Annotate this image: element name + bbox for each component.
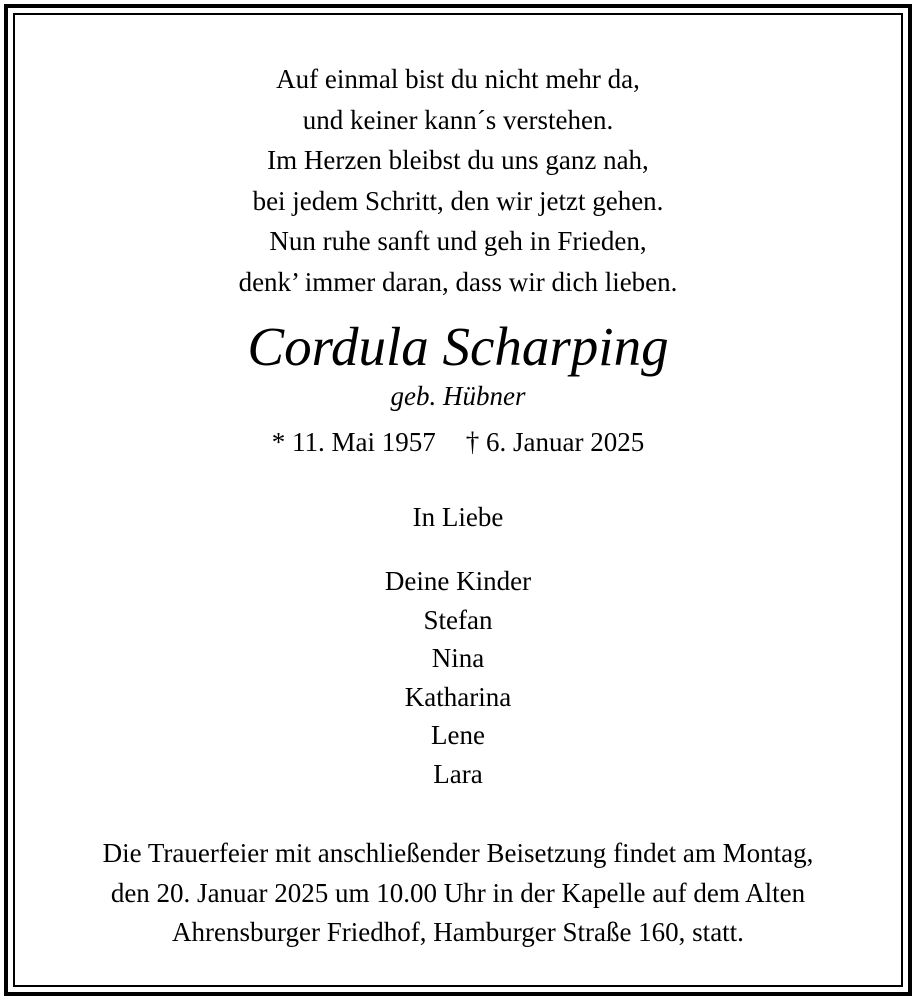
mourner-name: Lara (433, 758, 483, 789)
mourner-name: Katharina (404, 681, 512, 712)
funeral-notice (15, 834, 901, 953)
mourner-name: Lene (431, 720, 485, 751)
poem-line: denk’ immer daran, dass wir dich lieben. (238, 266, 678, 297)
poem-line: und keiner kann´s verstehen. (302, 104, 614, 135)
mourner-name: Nina (431, 643, 485, 674)
mourner-heading: Deine Kinder (384, 566, 532, 596)
poem-line: Im Herzen bleibst du uns ganz nah, (267, 145, 649, 175)
memorial-poem (15, 59, 901, 302)
maiden-name: geb. Hübner (390, 381, 526, 411)
notice-line: Ahrensburger Friedhof, Hamburger Straße 160, statt. (172, 917, 744, 947)
in-love-line: In Liebe (412, 502, 504, 532)
obituary-notice (15, 15, 901, 985)
notice-line: Die Trauerfeier mit anschließender Beisetzung findet am Montag, (102, 838, 814, 868)
poem-line: bei jedem Schritt, den wir jetzt gehen. (252, 185, 664, 216)
poem-line: Nun ruhe sanft und geh in Frieden, (269, 226, 647, 256)
mourners-list (15, 562, 901, 794)
mourner-name: Stefan (423, 604, 493, 635)
birth-date: * 11. Mai 1957 (271, 427, 436, 457)
poem-line: Auf einmal bist du nicht mehr da, (276, 64, 640, 94)
life-dates (15, 422, 901, 462)
death-date: † 6. Januar 2025 (465, 427, 645, 457)
deceased-name: Cordula Scharping (247, 316, 669, 377)
notice-line: den 20. Januar 2025 um 10.00 Uhr in der Kapelle auf dem Alten (110, 877, 806, 908)
